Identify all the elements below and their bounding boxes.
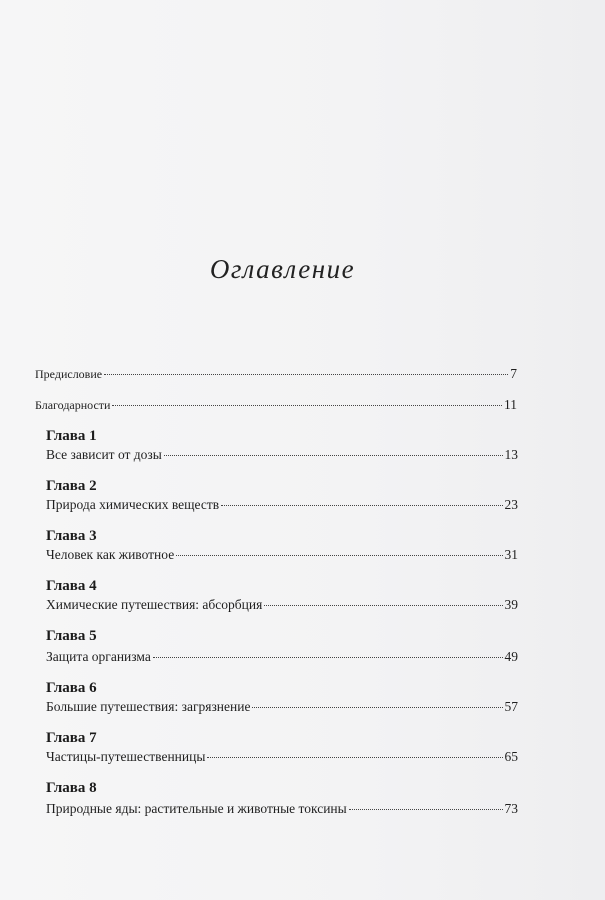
dot-leader (104, 374, 508, 375)
toc-entry-chapter-3 (46, 547, 518, 563)
toc-entry-preface (35, 366, 517, 382)
toc-page-number: 23 (504, 497, 518, 512)
toc-entry-chapter-2 (46, 497, 518, 513)
toc-page-number: 11 (504, 397, 517, 412)
dot-leader (207, 757, 502, 758)
toc-page-number: 73 (504, 801, 518, 816)
toc-entry-label: Природа химических веществ (46, 497, 220, 512)
dot-leader (252, 707, 502, 708)
dot-leader (221, 505, 502, 506)
toc-entry-label: Человек как животное (46, 547, 175, 562)
toc-entry-label: Химические путешествия: абсорбция (46, 597, 263, 612)
toc-entry-label: Большие путешествия: загрязнение (46, 699, 251, 714)
page-title: Оглавление (209, 254, 356, 284)
toc-entry-label: Все зависит от дозы (46, 447, 162, 462)
toc-page-number: 7 (510, 366, 517, 381)
dot-leader (176, 555, 502, 556)
toc-entry-chapter-5 (46, 649, 518, 665)
dot-leader (349, 809, 503, 810)
dot-leader (153, 657, 503, 658)
toc-page-number: 13 (504, 447, 518, 462)
toc-page-number: 31 (504, 547, 518, 562)
dot-leader (112, 405, 502, 406)
chapter-heading-4: Глава 4 (46, 578, 97, 594)
toc-entry-acknowledgements (35, 397, 517, 413)
toc-entry-chapter-8 (46, 801, 518, 817)
chapter-heading-7: Глава 7 (46, 730, 97, 746)
chapter-heading-5: Глава 5 (46, 628, 97, 644)
toc-entry-chapter-6 (46, 699, 518, 715)
chapter-heading-6: Глава 6 (46, 680, 97, 696)
toc-entry-chapter-7 (46, 749, 518, 765)
toc-entry-label: Природные яды: растительные и животные токсины (46, 801, 347, 816)
toc-page-number: 65 (504, 749, 518, 764)
chapter-heading-8: Глава 8 (46, 780, 97, 796)
toc-page-number: 49 (504, 649, 518, 664)
chapter-heading-2: Глава 2 (46, 478, 97, 494)
dot-leader (264, 605, 502, 606)
toc-entry-chapter-1 (46, 447, 518, 463)
toc-entry-label: Частицы-путешественницы (46, 749, 206, 764)
toc-entry-label: Защита организма (46, 649, 151, 664)
chapter-heading-3: Глава 3 (46, 528, 97, 544)
toc-entry-label: Предисловие (35, 367, 103, 381)
toc-entry-label: Благодарности (35, 398, 111, 412)
toc-entry-chapter-4 (46, 597, 518, 613)
chapter-heading-1: Глава 1 (46, 428, 97, 444)
toc-page-number: 39 (504, 597, 518, 612)
dot-leader (164, 455, 503, 456)
toc-page-number: 57 (504, 699, 518, 714)
